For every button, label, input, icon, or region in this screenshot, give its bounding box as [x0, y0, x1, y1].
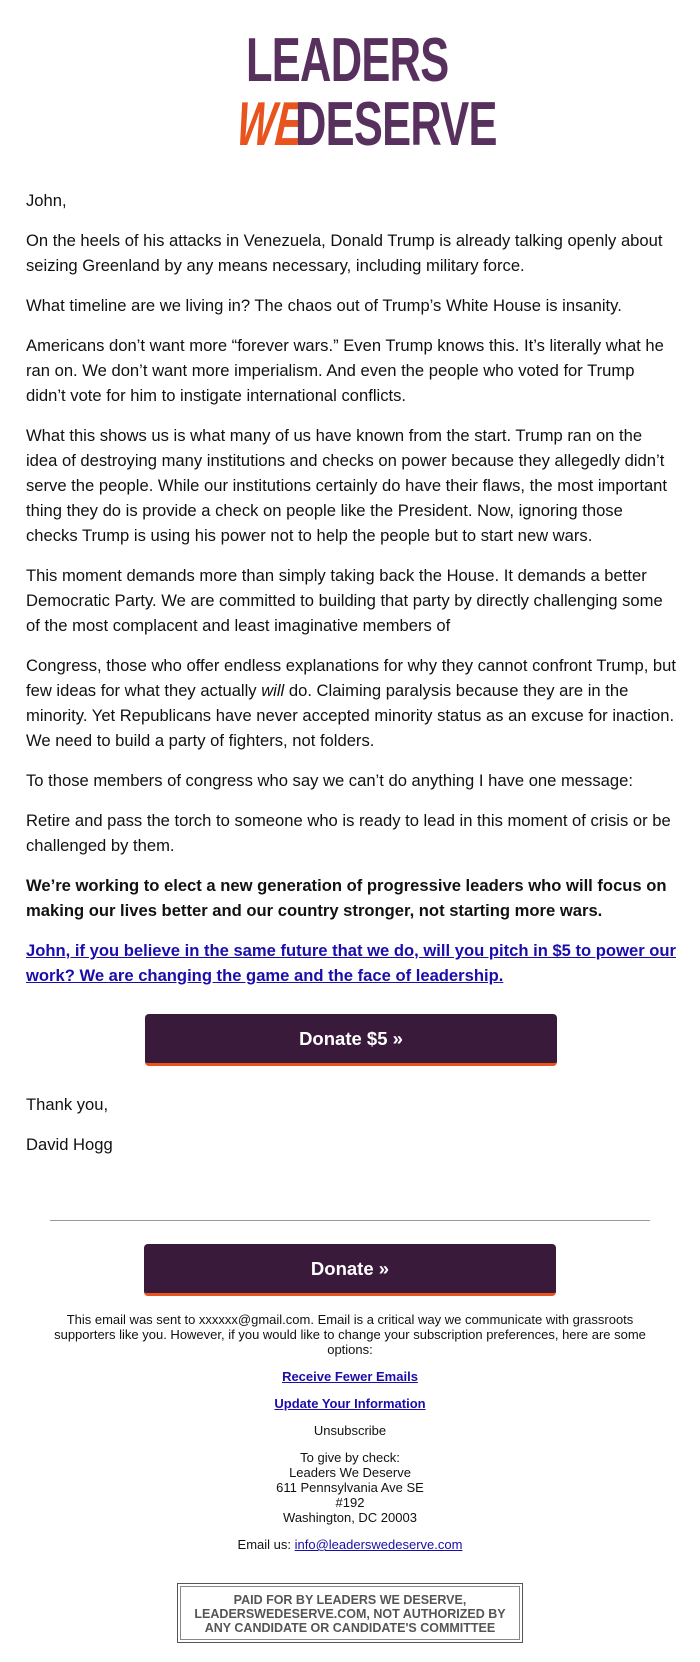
email-us-label: Email us:: [237, 1537, 295, 1552]
leaders-we-deserve-logo[interactable]: [233, 26, 497, 162]
check-line-3: 611 Pennsylvania Ave SE: [276, 1480, 424, 1495]
paid-line-1: PAID FOR BY LEADERS WE DESERVE,: [233, 1593, 467, 1607]
paid-line-2: LEADERSWEDESERVE.COM, NOT AUTHORIZED BY: [194, 1607, 506, 1621]
footer: [50, 1312, 650, 1564]
logo-deserve-text: DESERVE: [295, 90, 497, 159]
paragraph-2: What timeline are we living in? The chaos out of Trump’s White House is insanity.: [26, 296, 622, 315]
paid-line-3: ANY CANDIDATE OR CANDIDATE'S COMMITTEE: [204, 1621, 496, 1635]
logo-leaders-text: LEADERS: [246, 26, 449, 95]
check-line-5: Washington, DC 20003: [283, 1510, 417, 1525]
divider: [50, 1220, 650, 1221]
donate-button-wrap: [0, 1244, 700, 1296]
congress-text-before: Congress, those who offer endless explanations for why they cannot confront Trump, but few ideas for what they actually: [26, 656, 676, 700]
unsubscribe-link[interactable]: Unsubscribe: [313, 1423, 387, 1438]
paid-for-disclaimer: [177, 1583, 523, 1643]
paragraph-5: This moment demands more than simply taking back the House. It demands a better Democratic Party. We are committed to building that party by directly challenging some of the most complacent and least imaginative members of: [26, 566, 663, 635]
donate-5-button[interactable]: Donate $5 »: [145, 1014, 557, 1066]
check-line-1: To give by check:: [300, 1450, 400, 1465]
email-body: [26, 188, 676, 1172]
paragraph-3: Americans don’t want more “forever wars.” Even Trump knows this. It’s literally what he ran on. We don’t want more imperialism. And even the people who voted for Trump didn’t vote for him to instigate international conflicts.: [26, 336, 664, 405]
bold-paragraph: We’re working to elect a new generation of progressive leaders who will focus on making our lives better and our country stronger, not starting more wars.: [26, 876, 667, 920]
congress-text-after: do. Claiming paralysis because they are in the minority. Yet Republicans have never accepted minority status as an excuse for inaction. We need to build a party of fighters, not folders.: [26, 681, 675, 750]
signoff: Thank you,: [26, 1095, 109, 1114]
appeal-donate-link[interactable]: John, if you believe in the same future that we do, will you pitch in $5 to power our work? We are changing the game and the face of leadership.: [26, 941, 677, 985]
email-address-link[interactable]: info@leaderswedeserve.com: [294, 1537, 463, 1552]
update-information-link[interactable]: Update Your Information: [274, 1396, 426, 1411]
paragraph-congress: [26, 653, 676, 753]
check-address: [50, 1450, 650, 1525]
footer-notice: This email was sent to xxxxxx@gmail.com. Email is a critical way we communicate with grassroots supporters like you. However, if you would like to change your subscription preferences, here are some options:: [54, 1312, 646, 1357]
congress-emphasis: will: [261, 681, 285, 700]
greeting: John,: [26, 191, 67, 210]
receive-fewer-emails-link[interactable]: Receive Fewer Emails: [282, 1369, 418, 1384]
donate-button[interactable]: Donate »: [144, 1244, 556, 1296]
paragraph-1: On the heels of his attacks in Venezuela, Donald Trump is already talking openly about seizing Greenland by any means necessary, including military force.: [26, 231, 663, 275]
paragraph-retire: Retire and pass the torch to someone who is ready to lead in this moment of crisis or be challenged by them.: [26, 811, 671, 855]
check-line-2: Leaders We Deserve: [289, 1465, 411, 1480]
paragraph-4: What this shows us is what many of us have known from the start. Trump ran on the idea of destroying many institutions and checks on power because they allegedly didn’t serve the people. While our institutions certainly do have their flaws, the most important thing they do is provide a check on people like the President. Now, ignoring those checks Trump is using his power not to help the people but to start new wars.: [26, 426, 668, 545]
signature: David Hogg: [26, 1135, 113, 1154]
paragraph-message: To those members of congress who say we can’t do anything I have one message:: [26, 771, 633, 790]
check-line-4: #192: [335, 1495, 365, 1510]
logo-we-text: WE: [233, 90, 307, 159]
appeal-paragraph: [26, 938, 676, 988]
donate-5-button-wrap: [26, 1014, 676, 1066]
email-us: [50, 1537, 650, 1552]
